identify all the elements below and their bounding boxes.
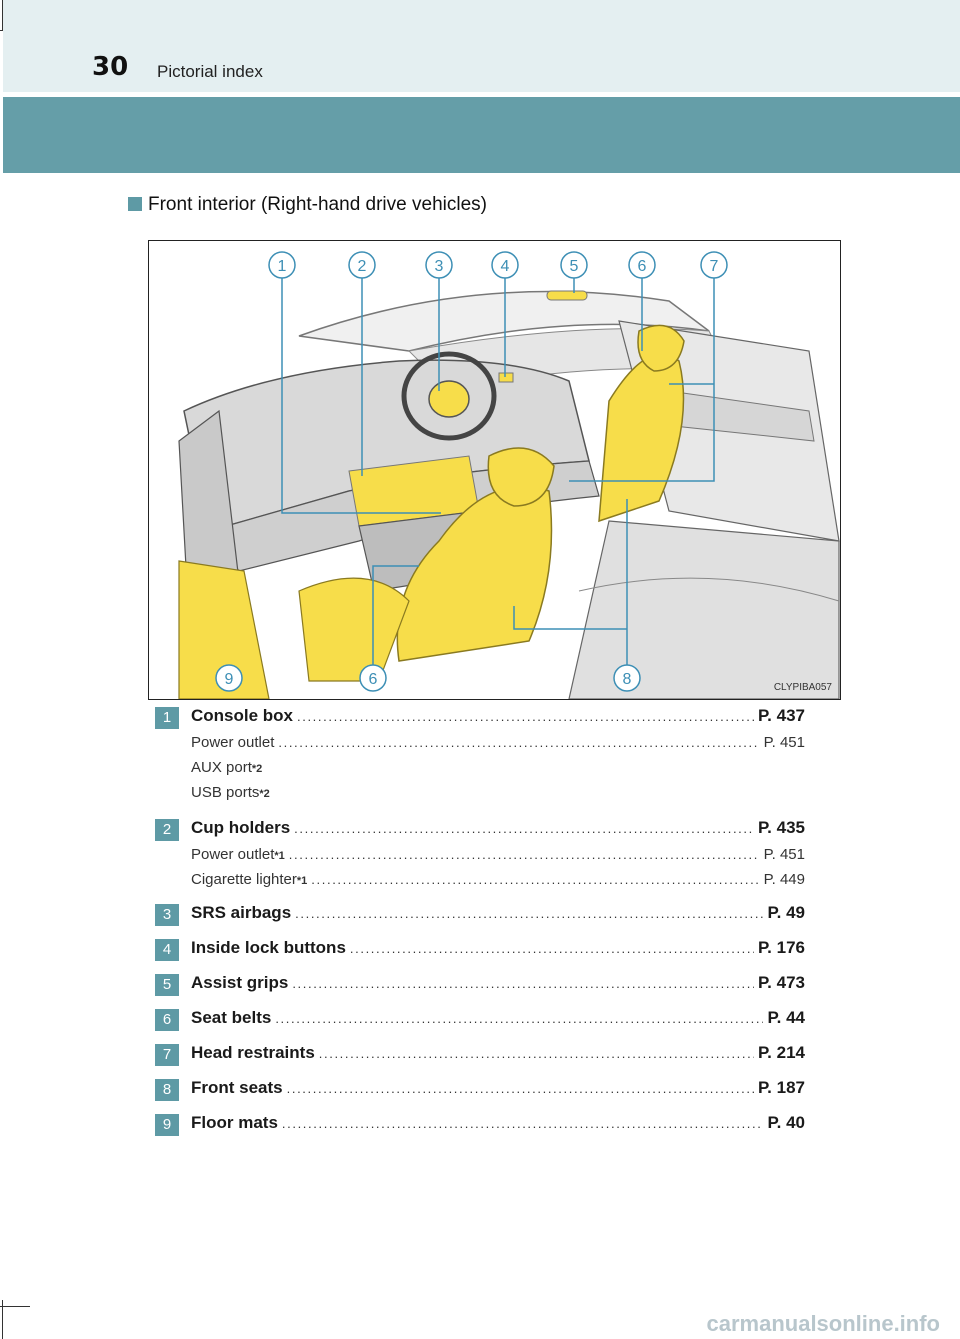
item-number-badge: 9	[155, 1114, 179, 1136]
item-label: SRS airbags	[191, 903, 292, 922]
footnote-mark: *2	[251, 763, 263, 775]
callout-6: 6	[637, 258, 647, 275]
page-ref: P. 40	[767, 1113, 805, 1132]
figure-code: CLYPIBA057	[773, 682, 832, 693]
square-bullet-icon	[128, 197, 142, 211]
callout-6-bottom: 6	[368, 671, 378, 688]
item-number-badge: 7	[155, 1044, 179, 1066]
crop-mark	[0, 1306, 30, 1307]
sub-item-label: Power outlet	[191, 734, 275, 751]
page-ref: P. 49	[767, 903, 805, 922]
teal-banner	[3, 97, 960, 173]
page-ref: P. 451	[763, 734, 805, 751]
item-label: Front seats	[191, 1078, 283, 1097]
footnote-mark: *1	[274, 850, 285, 862]
callout-8: 8	[622, 671, 632, 688]
page-ref: P. 473	[758, 973, 805, 992]
interior-drawing	[149, 241, 840, 699]
page-ref: P. 44	[767, 1008, 805, 1027]
sub-item-label: USB ports	[191, 784, 260, 801]
callout-3: 3	[434, 258, 444, 275]
page-ref: P. 435	[758, 818, 805, 837]
footnote-mark: *1	[296, 875, 308, 887]
page-number: 30	[92, 52, 129, 82]
header-band	[3, 0, 960, 92]
callout-2: 2	[357, 258, 367, 275]
item-label: Cup holders	[191, 818, 291, 837]
page-ref: P. 437	[758, 706, 805, 725]
page-ref: P. 187	[758, 1078, 805, 1097]
item-number-badge: 2	[155, 819, 179, 841]
item-number-badge: 5	[155, 974, 179, 996]
section-heading	[128, 194, 487, 216]
page-ref: P. 449	[763, 871, 805, 888]
section-heading-text: Front interior (Right-hand drive vehicles)	[148, 194, 487, 215]
item-number-badge: 6	[155, 1009, 179, 1031]
watermark: carmanualsonline.info	[706, 1311, 940, 1336]
item-number-badge: 3	[155, 904, 179, 926]
callout-7: 7	[709, 258, 719, 275]
item-number-badge: 1	[155, 707, 179, 729]
item-number-badge: 4	[155, 939, 179, 961]
item-number-badge: 8	[155, 1079, 179, 1101]
item-label: Head restraints	[191, 1043, 315, 1062]
item-label: Seat belts	[191, 1008, 272, 1027]
interior-illustration	[148, 240, 841, 700]
item-label: Inside lock buttons	[191, 938, 346, 957]
page-ref: P. 214	[758, 1043, 805, 1062]
item-label: Console box	[191, 706, 294, 725]
sub-item-label: Cigarette lighter	[191, 871, 297, 888]
sub-item-label: AUX port	[191, 759, 252, 776]
sub-item-label: Power outlet	[191, 846, 275, 863]
callout-4: 4	[500, 258, 510, 275]
page-ref: P. 451	[763, 846, 805, 863]
item-label: Assist grips	[191, 973, 289, 992]
callout-1: 1	[277, 258, 287, 275]
callout-9: 9	[224, 671, 234, 688]
page-ref: P. 176	[758, 938, 805, 957]
callout-5: 5	[569, 258, 579, 275]
footnote-mark: *2	[259, 788, 270, 800]
page-title: Pictorial index	[157, 62, 263, 81]
item-label: Floor mats	[191, 1113, 278, 1132]
